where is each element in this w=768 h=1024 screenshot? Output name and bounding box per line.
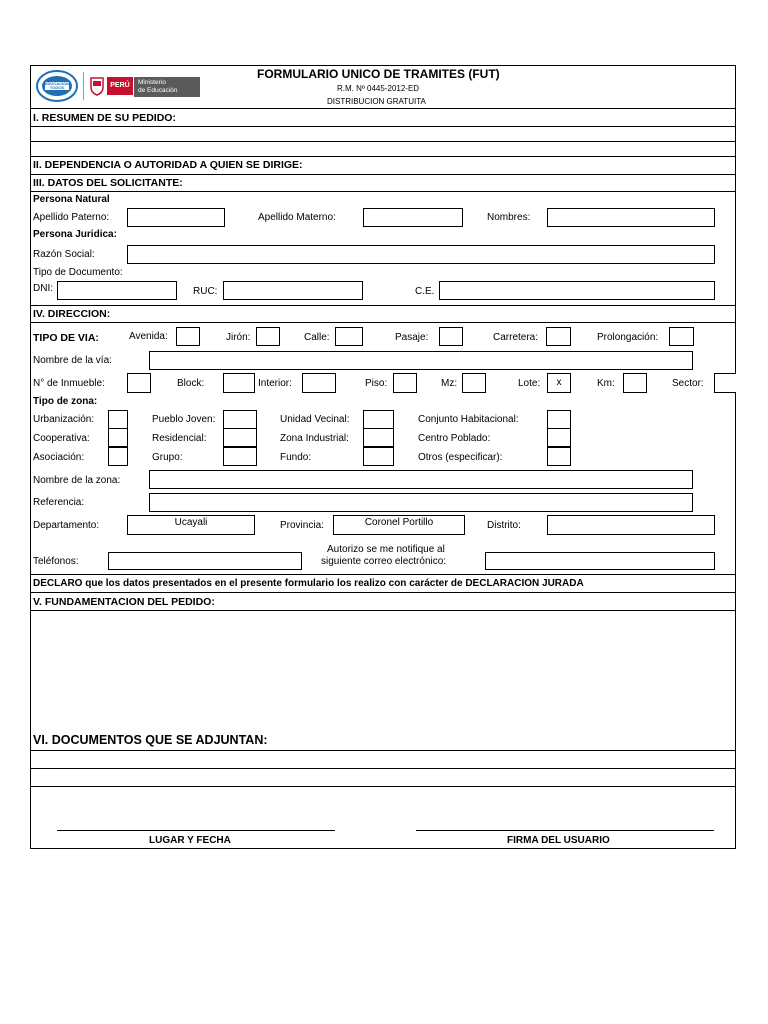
section-5-title: V. FUNDAMENTACION DEL PEDIDO: bbox=[33, 596, 215, 608]
divider bbox=[31, 174, 735, 175]
interior-label: Interior: bbox=[258, 378, 292, 389]
logo-ministerio-line2: de Educación bbox=[138, 87, 178, 94]
ruc-label: RUC: bbox=[193, 286, 218, 297]
pasaje-checkbox[interactable] bbox=[439, 327, 463, 346]
logo-divider bbox=[83, 72, 84, 100]
tipo-documento-label: Tipo de Documento: bbox=[33, 267, 123, 278]
firma-usuario-label: FIRMA DEL USUARIO bbox=[507, 835, 610, 846]
nombre-zona-input[interactable] bbox=[149, 470, 693, 489]
logo-peru bbox=[107, 77, 133, 95]
pueblo-joven-checkbox[interactable] bbox=[223, 410, 257, 429]
cooperativa-checkbox[interactable] bbox=[108, 428, 128, 447]
apellido-materno-input[interactable] bbox=[363, 208, 463, 227]
section-4-title: IV. DIRECCION: bbox=[33, 308, 111, 320]
section-6-title: VI. DOCUMENTOS QUE SE ADJUNTAN: bbox=[33, 733, 268, 747]
jiron-checkbox[interactable] bbox=[256, 327, 280, 346]
apellido-materno-label: Apellido Materno: bbox=[258, 212, 336, 223]
divider bbox=[31, 592, 735, 593]
divider bbox=[31, 305, 735, 306]
interior-input[interactable] bbox=[302, 373, 336, 393]
conjunto-habitacional-label: Conjunto Habitacional: bbox=[418, 414, 519, 425]
resumen-input-2[interactable] bbox=[31, 142, 735, 156]
form-resolution: R.M. Nº 0445-2012-ED bbox=[337, 84, 420, 93]
tipo-via-label: TIPO DE VIA: bbox=[33, 332, 99, 344]
lote-input[interactable]: x bbox=[547, 373, 571, 393]
persona-natural-label: Persona Natural bbox=[33, 194, 110, 205]
departamento-input[interactable]: Ucayali bbox=[127, 515, 255, 535]
block-label: Block: bbox=[177, 378, 205, 389]
centro-poblado-label: Centro Poblado: bbox=[418, 433, 491, 444]
peru-shield-icon bbox=[89, 76, 105, 96]
section-3-title: III. DATOS DEL SOLICITANTE: bbox=[33, 177, 183, 189]
divider bbox=[31, 322, 735, 323]
tipo-zona-label: Tipo de zona: bbox=[33, 396, 98, 407]
otros-label: Otros (especificar): bbox=[418, 452, 503, 463]
fundo-checkbox[interactable] bbox=[363, 447, 394, 466]
carretera-label: Carretera: bbox=[493, 332, 539, 343]
mz-input[interactable] bbox=[462, 373, 486, 393]
section-1-title: I. RESUMEN DE SU PEDIDO: bbox=[33, 112, 176, 124]
nombre-zona-label: Nombre de la zona: bbox=[33, 475, 121, 486]
unidad-vecinal-checkbox[interactable] bbox=[363, 410, 394, 429]
calle-checkbox[interactable] bbox=[335, 327, 363, 346]
residencial-checkbox[interactable] bbox=[223, 428, 257, 447]
ruc-input[interactable] bbox=[223, 281, 363, 300]
departamento-label: Departamento: bbox=[33, 520, 100, 531]
cooperativa-label: Cooperativa: bbox=[33, 433, 90, 444]
fundamentacion-textarea[interactable] bbox=[31, 611, 735, 731]
logo-educacion-todos bbox=[35, 69, 79, 103]
documentos-input-2[interactable] bbox=[31, 769, 735, 786]
lugar-fecha-line bbox=[57, 830, 335, 831]
nombre-via-label: Nombre de la vía: bbox=[33, 355, 112, 366]
sector-input[interactable] bbox=[714, 373, 736, 393]
distrito-label: Distrito: bbox=[487, 520, 521, 531]
autorizo-line-2: siguiente correo electrónico: bbox=[321, 556, 447, 567]
avenida-label: Avenida: bbox=[129, 331, 168, 342]
fut-form bbox=[30, 65, 736, 849]
centro-poblado-checkbox[interactable] bbox=[547, 428, 571, 447]
nombres-label: Nombres: bbox=[487, 212, 531, 223]
divider bbox=[31, 786, 735, 787]
documentos-input-1[interactable] bbox=[31, 751, 735, 768]
grupo-label: Grupo: bbox=[152, 452, 183, 463]
firma-line bbox=[416, 830, 714, 831]
lugar-fecha-label: LUGAR Y FECHA bbox=[149, 835, 231, 846]
pueblo-joven-label: Pueblo Joven: bbox=[152, 414, 216, 425]
referencia-input[interactable] bbox=[149, 493, 693, 512]
piso-input[interactable] bbox=[393, 373, 417, 393]
ce-label: C.E. bbox=[415, 286, 435, 297]
block-input[interactable] bbox=[223, 373, 255, 393]
autorizo-line-1: Autorizo se me notifique al bbox=[327, 544, 445, 555]
avenida-checkbox[interactable] bbox=[176, 327, 200, 346]
provincia-input[interactable]: Coronel Portillo bbox=[333, 515, 465, 535]
piso-label: Piso: bbox=[365, 378, 388, 389]
sector-label: Sector: bbox=[672, 378, 704, 389]
carretera-checkbox[interactable] bbox=[546, 327, 571, 346]
logo-ministerio-line1: Ministerio bbox=[138, 79, 166, 86]
asociacion-checkbox[interactable] bbox=[108, 447, 128, 466]
telefonos-input[interactable] bbox=[108, 552, 302, 570]
email-input[interactable] bbox=[485, 552, 715, 570]
declaracion-jurada: DECLARO que los datos presentados en el presente formulario los realizo con carácter de DECLARACION JURADA bbox=[33, 578, 584, 589]
lote-label: Lote: bbox=[518, 378, 541, 389]
provincia-label: Provincia: bbox=[280, 520, 324, 531]
calle-label: Calle: bbox=[304, 332, 330, 343]
n-inmueble-label: N° de Inmueble: bbox=[33, 378, 105, 389]
logo-left-text: EDUCACIÓN TODOS bbox=[44, 81, 70, 90]
persona-juridica-label: Persona Juridica: bbox=[33, 229, 117, 240]
apellido-paterno-input[interactable] bbox=[127, 208, 225, 227]
prolongacion-checkbox[interactable] bbox=[669, 327, 694, 346]
jiron-label: Jirón: bbox=[226, 332, 251, 343]
conjunto-habitacional-checkbox[interactable] bbox=[547, 410, 571, 429]
nombres-input[interactable] bbox=[547, 208, 715, 227]
nombre-via-input[interactable] bbox=[149, 351, 693, 370]
dni-input[interactable] bbox=[57, 281, 177, 300]
divider bbox=[31, 156, 735, 157]
asociacion-label: Asociación: bbox=[33, 452, 85, 463]
referencia-label: Referencia: bbox=[33, 497, 85, 508]
km-input[interactable] bbox=[623, 373, 647, 393]
prolongacion-label: Prolongación: bbox=[597, 332, 659, 343]
logo-peru-text: PERÚ bbox=[110, 82, 130, 89]
divider bbox=[31, 108, 735, 109]
mz-label: Mz: bbox=[441, 378, 458, 389]
razon-social-label: Razón Social: bbox=[33, 249, 95, 260]
unidad-vecinal-label: Unidad Vecinal: bbox=[280, 414, 350, 425]
otros-checkbox[interactable] bbox=[547, 447, 571, 466]
section-2-title: II. DEPENDENCIA O AUTORIDAD A QUIEN SE DIRIGE: bbox=[33, 159, 303, 171]
distrito-input[interactable] bbox=[547, 515, 715, 535]
grupo-checkbox[interactable] bbox=[223, 447, 257, 466]
dni-label: DNI: bbox=[33, 283, 53, 294]
razon-social-input[interactable] bbox=[127, 245, 715, 264]
urbanizacion-checkbox[interactable] bbox=[108, 410, 128, 429]
divider bbox=[31, 191, 735, 192]
zona-industrial-checkbox[interactable] bbox=[363, 428, 394, 447]
form-distribution: DISTRIBUCION GRATUITA bbox=[327, 97, 426, 106]
residencial-label: Residencial: bbox=[152, 433, 207, 444]
resumen-input-1[interactable] bbox=[31, 127, 735, 141]
divider bbox=[31, 574, 735, 575]
ce-input[interactable] bbox=[439, 281, 715, 300]
pasaje-label: Pasaje: bbox=[395, 332, 429, 343]
n-inmueble-input[interactable] bbox=[127, 373, 151, 393]
form-title: FORMULARIO UNICO DE TRAMITES (FUT) bbox=[257, 67, 500, 81]
logo-ministerio bbox=[134, 77, 200, 97]
urbanizacion-label: Urbanización: bbox=[33, 414, 95, 425]
fundo-label: Fundo: bbox=[280, 452, 312, 463]
telefonos-label: Teléfonos: bbox=[33, 556, 79, 567]
km-label: Km: bbox=[597, 378, 615, 389]
zona-industrial-label: Zona Industrial: bbox=[280, 433, 349, 444]
apellido-paterno-label: Apellido Paterno: bbox=[33, 212, 110, 223]
